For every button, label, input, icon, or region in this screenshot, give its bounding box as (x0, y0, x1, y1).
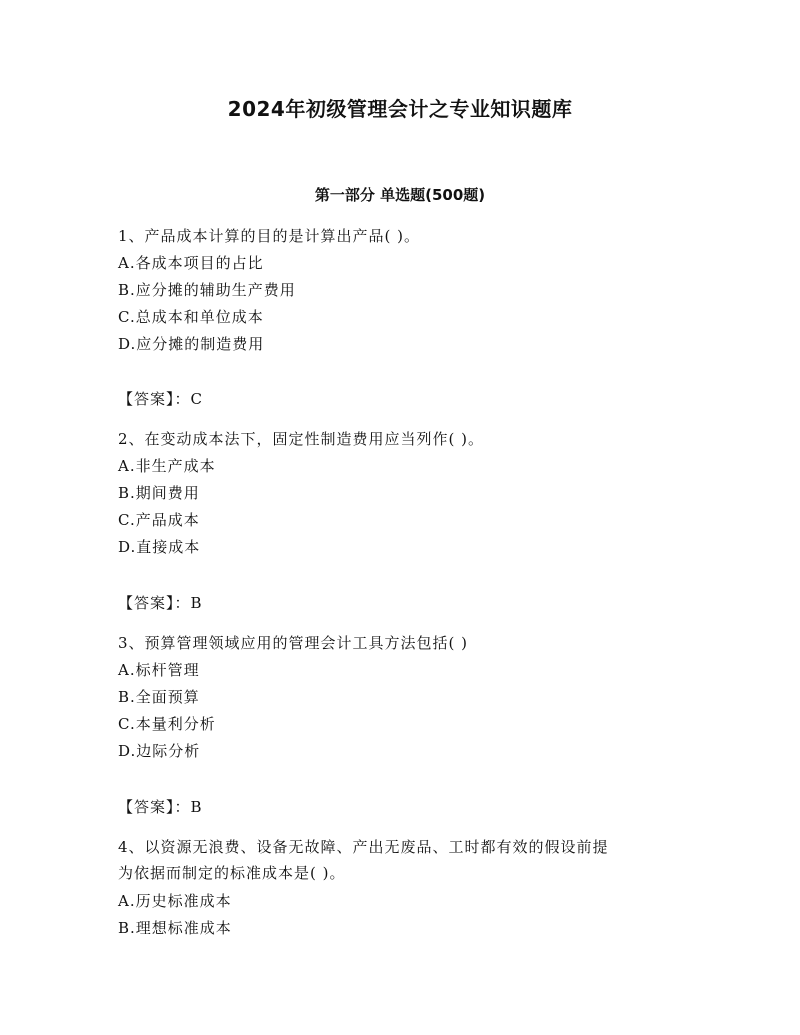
question-4-stem-line-2: 为依据而制定的标准成本是( )。 (118, 864, 346, 882)
question-4-stem-line-1: 4、以资源无浪费、设备无故障、产出无废品、工时都有效的假设前提 (118, 838, 609, 856)
question-1-option-b: B.应分摊的辅助生产费用 (118, 281, 296, 299)
question-1-option-d: D.应分摊的制造费用 (118, 335, 265, 353)
question-3-option-d: D.边际分析 (118, 742, 201, 760)
question-3-option-a: A.标杆管理 (118, 661, 200, 679)
question-1-option-a: A.各成本项目的占比 (118, 254, 264, 272)
question-2-stem: 2、在变动成本法下，固定性制造费用应当列作( )。 (118, 430, 485, 448)
question-3-option-c: C.本量利分析 (118, 715, 216, 733)
question-2-option-b: B.期间费用 (118, 484, 200, 502)
question-1-answer: 【答案】：C (118, 390, 203, 408)
question-2-option-c: C.产品成本 (118, 511, 200, 529)
question-3-answer: 【答案】：B (118, 798, 203, 816)
question-2-answer: 【答案】：B (118, 594, 203, 612)
question-3-stem: 3、预算管理领域应用的管理会计工具方法包括( ) (118, 634, 469, 652)
document-title: 2024年初级管理会计之专业知识题库 (227, 97, 573, 121)
question-2-option-d: D.直接成本 (118, 538, 201, 556)
question-3-option-b: B.全面预算 (118, 688, 200, 706)
question-4-option-b: B.理想标准成本 (118, 919, 232, 937)
question-1-option-c: C.总成本和单位成本 (118, 308, 264, 326)
question-4-option-a: A.历史标准成本 (118, 892, 232, 910)
question-1-stem: 1、产品成本计算的目的是计算出产品( )。 (118, 227, 421, 245)
question-2-option-a: A.非生产成本 (118, 457, 216, 475)
section-heading: 第一部分 单选题(500题) (314, 186, 486, 204)
